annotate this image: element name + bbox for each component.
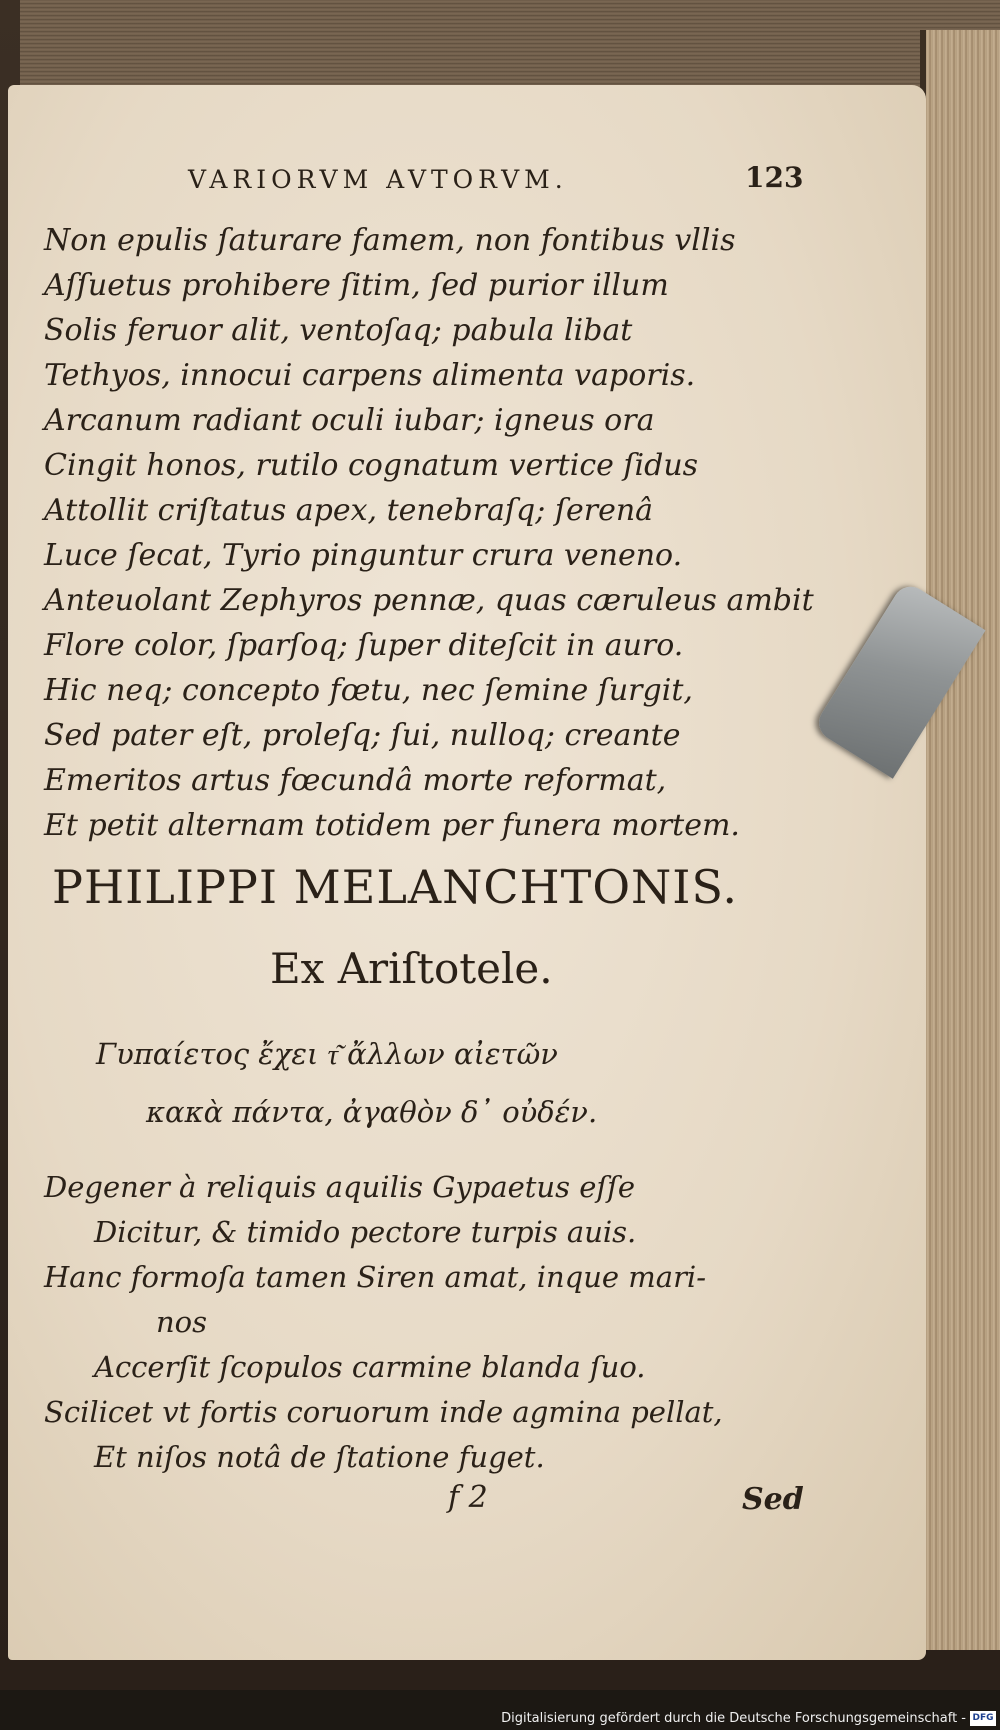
- footer-credit: Digitalisierung gefördert durch die Deutsche Forschungsgemeinschaft -: [501, 1711, 966, 1726]
- verse-line: Attollit criſtatus apex, tenebraſq; ſerenâ: [44, 493, 654, 528]
- verse-line: Aſſuetus prohibere ſitim, ſed purior illum: [44, 268, 669, 303]
- elegy-line: Dicitur, & timido pectore turpis auis.: [94, 1215, 637, 1249]
- verse-line: Flore color, ſparſoq; ſuper diteſcit in auro.: [44, 628, 684, 663]
- signature-mark: f 2: [448, 1480, 488, 1515]
- verse-line: Arcanum radiant oculi iubar; igneus ora: [44, 403, 655, 438]
- dfg-logo-icon: DFG: [970, 1711, 996, 1726]
- page-edges-top: [20, 0, 1000, 90]
- verse-line: Anteuolant Zephyros pennæ, quas cæruleus ambit: [44, 583, 814, 618]
- section-subtitle: Ex Ariſtotele.: [270, 944, 553, 993]
- elegy-block: [44, 1165, 824, 1480]
- verse-line: Luce ſecat, Tyrio pinguntur crura veneno.: [44, 538, 683, 573]
- greek-epigraph: [96, 1025, 776, 1141]
- elegy-line: Accerſit ſcopulos carmine blanda ſuo.: [94, 1350, 646, 1384]
- greek-line: κακὰ πάντα, ἀγαθὸν δ᾽ οὐδέν.: [146, 1095, 598, 1129]
- greek-line: Γυπαίετος ἔχει τ͂ ἄλλων αἰετῶν: [96, 1037, 558, 1071]
- verse-line: Tethyos, innocui carpens alimenta vaporis.: [44, 358, 696, 393]
- section-title: PHILIPPI MELANCHTONIS.: [52, 860, 738, 914]
- elegy-line: Hanc formoſa tamen Siren amat, inque mari-: [44, 1260, 707, 1294]
- elegy-line: nos: [156, 1305, 208, 1339]
- verse-line: Sed pater eſt, proleſq; ſui, nulloq; creante: [44, 718, 681, 753]
- verse-line: Et petit alternam totidem per funera mortem.: [44, 808, 740, 843]
- verse-line: Hic neq; concepto fœtu, nec ſemine ſurgit,: [44, 673, 693, 708]
- verse-line: Solis feruor alit, ventoſaq; pabula libat: [44, 313, 633, 348]
- page-edges-right: [920, 30, 1000, 1650]
- elegy-line: Scilicet vt fortis coruorum inde agmina pellat,: [44, 1395, 723, 1429]
- page-header: [0, 161, 1000, 205]
- verse-block: [44, 218, 824, 848]
- page-number: 123: [745, 161, 804, 194]
- verse-line: Emeritos artus fœcundâ morte reformat,: [44, 763, 667, 798]
- verse-line: Non epulis ſaturare famem, non fontibus vllis: [44, 223, 736, 258]
- elegy-line: Degener à reliquis aquilis Gypaetus eſſe: [44, 1170, 636, 1204]
- elegy-line: Et niſos notâ de ſtatione fuget.: [94, 1440, 545, 1474]
- verse-line: Cingit honos, rutilo cognatum vertice ſidus: [44, 448, 699, 483]
- footer-strip: [0, 1690, 1000, 1730]
- running-title: VARIORVM AVTORVM.: [188, 165, 568, 194]
- catchword: Sed: [742, 1482, 804, 1517]
